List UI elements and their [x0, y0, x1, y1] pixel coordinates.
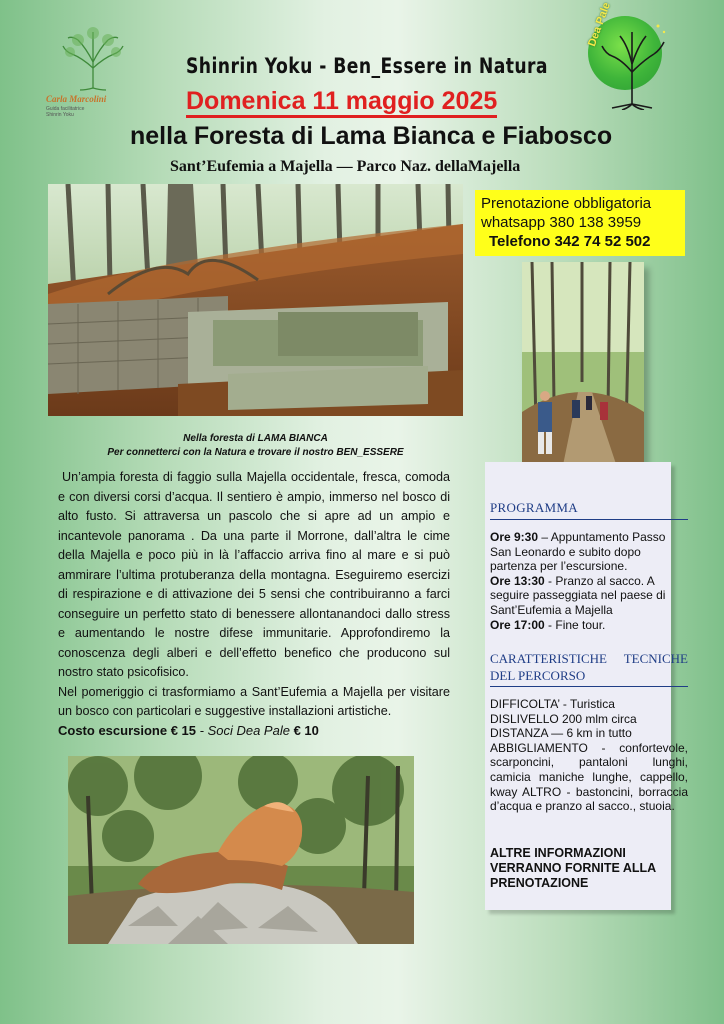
- program-item: [490, 618, 688, 633]
- page-title: Shinrin Yoku - Ben_Essere in Natura: [186, 54, 548, 78]
- description-paragraph: Nel pomeriggio ci trasformiamo a Sant’Eufemia a Majella per visitare un bosco con particolari e suggestive installazioni artistiche.: [58, 684, 450, 718]
- guide-line-2: Shinrin Yoku: [46, 112, 74, 118]
- tree-icon: [58, 24, 128, 92]
- program-text: - Pranzo al sacco. A seguire passeggiata nel paese di Sant’Eufemia a Majella: [490, 573, 666, 617]
- tech-difficulty: DIFFICOLTA’ - Turistica: [490, 697, 615, 711]
- program-list: [490, 530, 688, 632]
- event-date: [186, 87, 550, 116]
- description-paragraph: Un’ampia foresta di faggio sulla Majella occidentale, fresca, comoda e con diversi corsi d’acqua. Il sentiero è ampio, immerso nel bosco di alto fusto. Si attraversa un pascolo che si apre ad un ampio e incantevole panorama . Da una parte il Morrone, dall’altra le cime della Majella e poco più in là l’affaccio arriva fino al mare e si può ammirare l’ultima protuberanza della montagna. Eseguiremo esercizi di respirazione e di attivazione dei 5 sensi che contribuiranno a farci conseguire un perfetto stato di benessere allontanandoci dallo stress e aumentando le nostre difese immunitarie. Approfondiremo la conoscenza degli alberi e dell’effetto benefico che producono sul nostro stato psicofisico.: [58, 470, 450, 679]
- cost-line: [58, 723, 319, 738]
- tech-details: [490, 697, 688, 814]
- tech-title: CARATTERISTICHE TECNICHE DEL PERCORSO: [490, 650, 688, 687]
- program-text: - Fine tour.: [544, 617, 606, 632]
- tech-distance: DISTANZA — 6 km in tutto: [490, 726, 632, 741]
- guide-line-1: Guida facilitatrice: [46, 106, 85, 112]
- program-item: [490, 574, 688, 618]
- dea-pale-logo: [584, 0, 674, 110]
- event-location: nella Foresta di Lama Bianca e Fiabosco: [130, 122, 613, 150]
- caption-line-1: Nella foresta di LAMA BIANCA: [183, 433, 328, 444]
- program-text: – Appuntamento Passo San Leonardo e subito dopo partenza per l’escursione.: [490, 530, 666, 574]
- booking-phone: Telefono 342 74 52 502: [489, 233, 651, 250]
- tech-gear: ABBIGLIAMENTO - confortevole, scarponcini, pantaloni lunghi, camicia maniche lunghe, cappello, kway ALTRO - bastoncini, borraccia d’acqua e pranzo al sacco., stuoia.: [490, 740, 688, 814]
- caption-line-2: Per connetterci con la Natura e trovare il nostro BEN_ESSERE: [107, 447, 404, 458]
- more-info: ALTRE INFORMAZIONI VERRANNO FORNITE ALLA PRENOTAZIONE: [490, 846, 656, 890]
- guide-brand: Carla Marcolini: [46, 94, 107, 104]
- sculpture-photo: [68, 756, 414, 944]
- booking-box: [475, 190, 685, 256]
- event-sublocation: Sant’Eufemia a Majella — Parco Naz. dellaMajella: [170, 158, 521, 175]
- tech-elevation: DISLIVELLO 200 mlm circa: [490, 711, 637, 726]
- program-title: PROGRAMMA: [490, 500, 688, 520]
- program-time: Ore 9:30: [490, 530, 539, 544]
- cost-label: Costo escursione € 15: [58, 723, 196, 738]
- event-description: [58, 468, 450, 722]
- event-date-text: Domenica 11 maggio 2025: [186, 87, 497, 118]
- guide-logo: [44, 24, 134, 120]
- hikers-photo: [522, 262, 644, 470]
- photo-caption: [48, 432, 463, 460]
- cost-members: - Soci Dea Pale: [199, 723, 290, 738]
- dea-pale-label: Dea Pale: [586, 0, 613, 49]
- program-item: [490, 530, 688, 574]
- program-time: Ore 13:30: [490, 573, 545, 588]
- cost-members-price: € 10: [293, 723, 319, 738]
- forest-fountain-photo: [48, 184, 463, 416]
- booking-whatsapp: whatsapp 380 138 3959: [481, 214, 642, 231]
- program-time: Ore 17:00: [490, 617, 545, 632]
- booking-required: Prenotazione obbligatoria: [481, 195, 652, 212]
